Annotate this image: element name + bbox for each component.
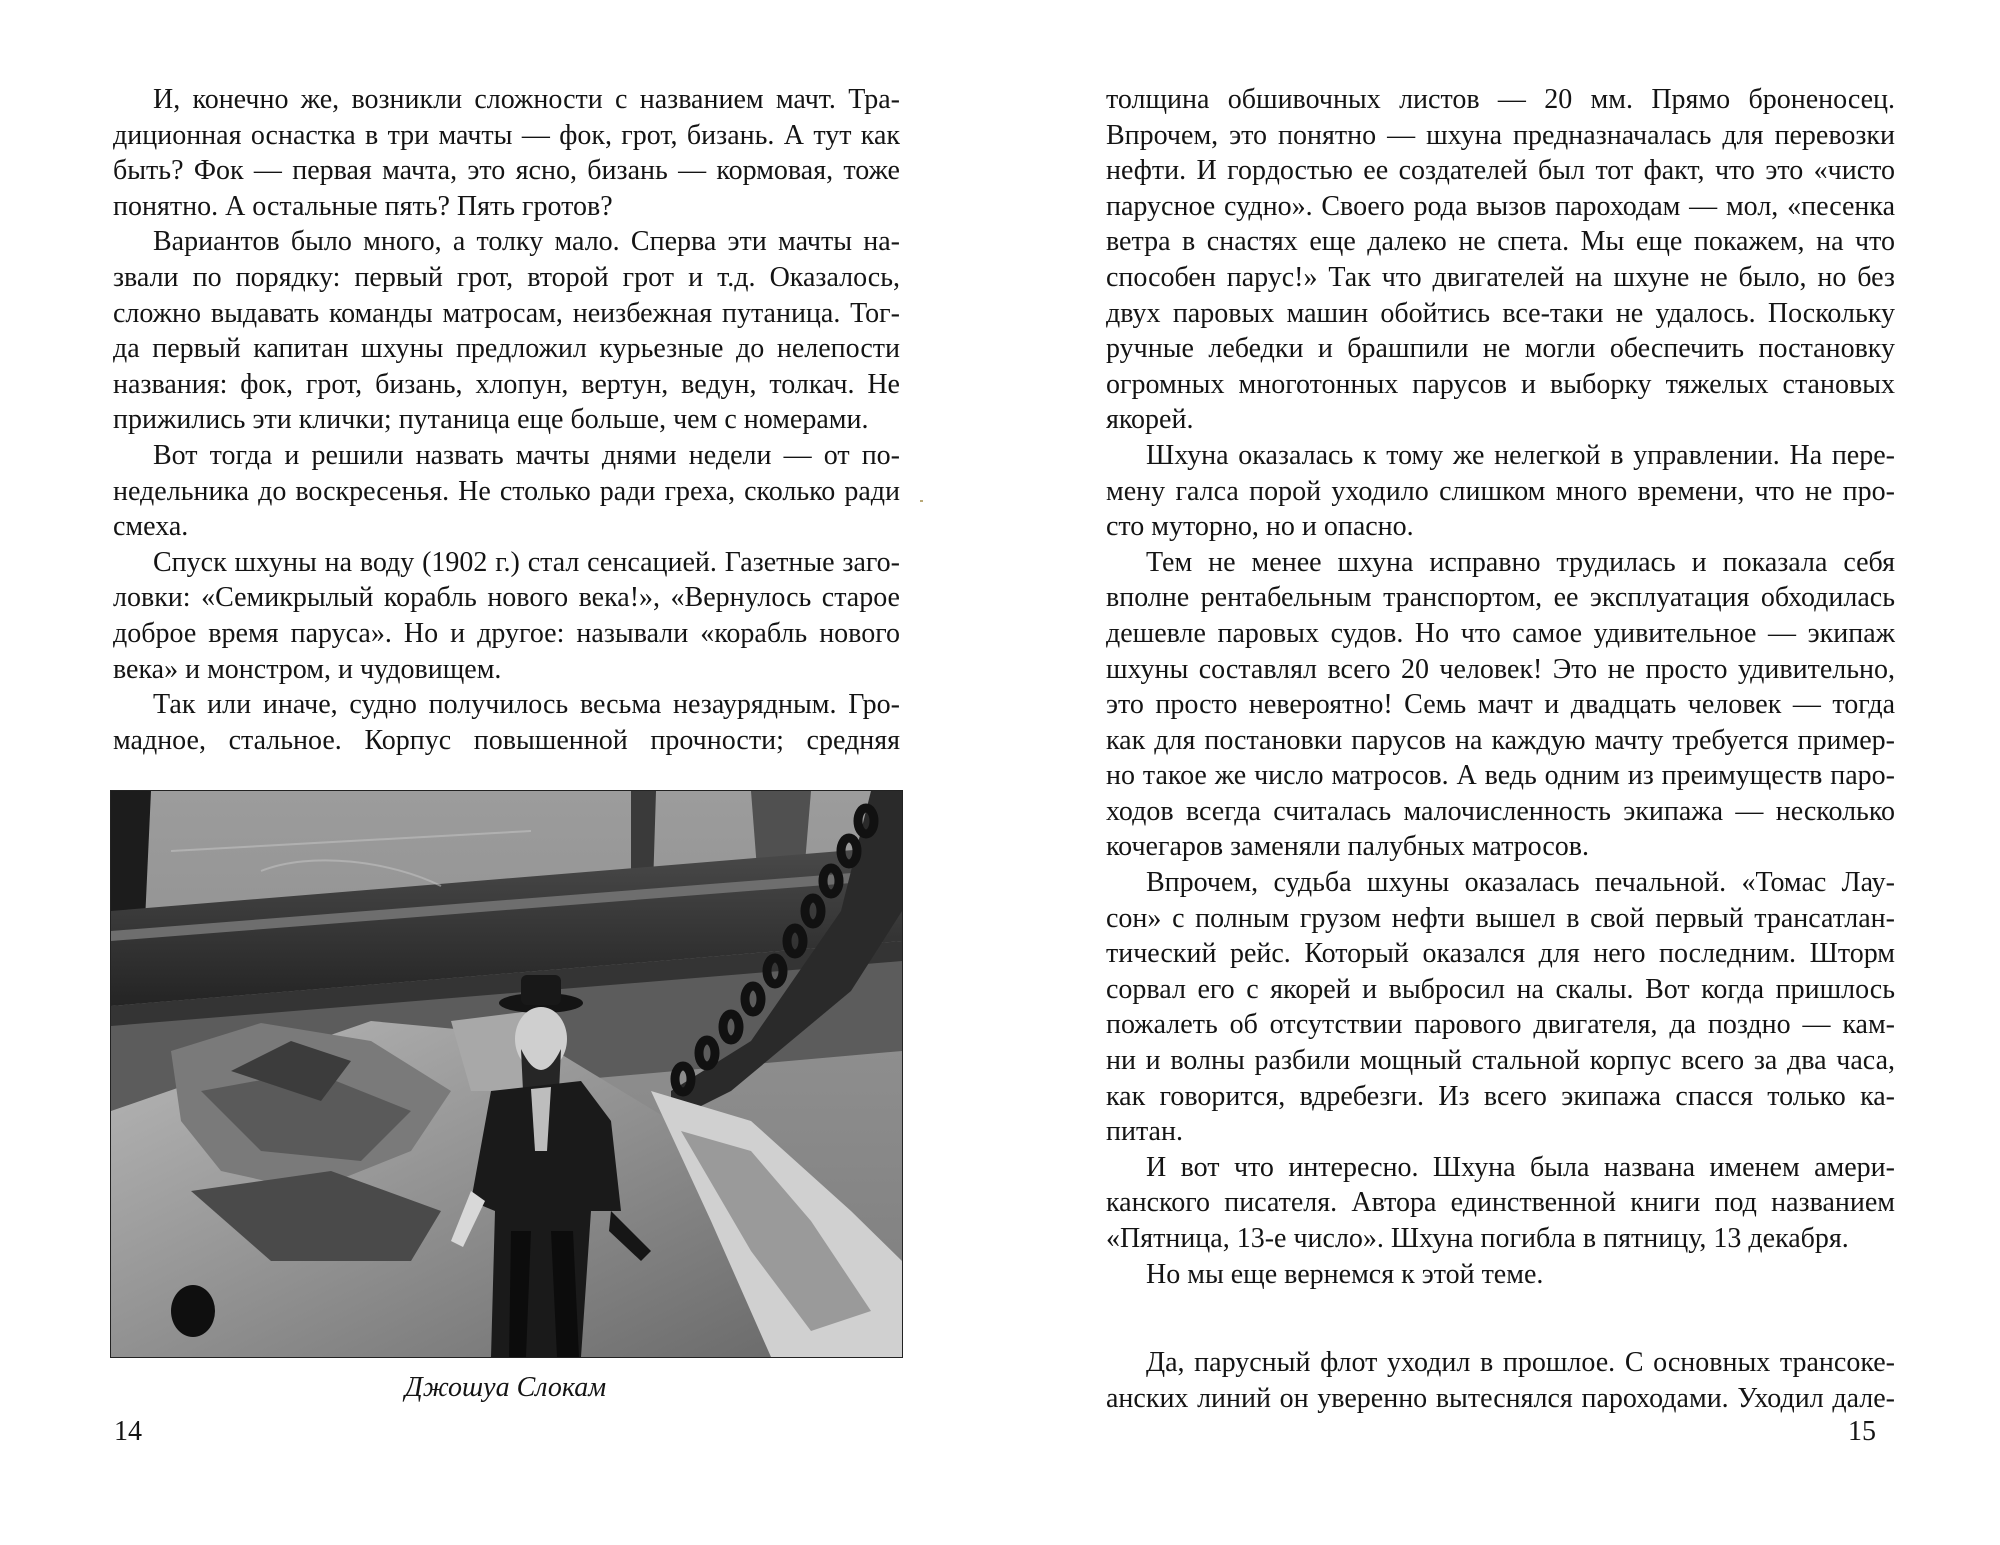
text-line: анских линий он уверенно вытеснялся пароходами. Уходил дале-	[1106, 1382, 1895, 1414]
section-gap	[1106, 1292, 1895, 1345]
page-number-left: 14	[114, 1416, 142, 1447]
text-line: мадное, стальное. Корпус повышенной прочности; средняя	[113, 724, 900, 756]
text-line: звали по порядку: первый грот, второй грот и т.д. Оказалось,	[113, 261, 900, 293]
text-line: прижились эти клички; путаница еще больше, чем с номерами.	[113, 404, 869, 436]
text-line: вполне рентабельным транспортом, ее эксплуатация обходилась	[1106, 582, 1895, 614]
right-page-text	[1106, 82, 1895, 1416]
text-line: Вот тогда и решили назвать мачты днями недели — от по-	[153, 439, 900, 471]
photo-caption: Джошуа Слокам	[404, 1372, 607, 1403]
photo-joshua-slocum	[110, 790, 903, 1358]
text-line: двух паровых машин обойтись все-таки не удалось. Поскольку	[1106, 297, 1895, 329]
text-line: Так или иначе, судно получилось весьма незаурядным. Гро-	[153, 689, 900, 721]
text-line: И, конечно же, возникли сложности с названием мачт. Тра-	[153, 84, 900, 115]
text-line: быть? Фок — первая мачта, это ясно, бизань — кормовая, тоже	[113, 155, 900, 187]
text-line: Вариантов было много, а толку мало. Сперва эти мачты на-	[153, 226, 900, 258]
text-line: сложно выдавать команды матросам, неизбежная путаница. Тог-	[113, 297, 900, 329]
text-line: века» и монстром, и чудовищем.	[113, 653, 502, 685]
text-line: кочегаров заменяли палубных матросов.	[1106, 831, 1590, 863]
text-line: Но мы еще вернемся к этой теме.	[1146, 1258, 1544, 1290]
text-line: Тем не менее шхуна исправно трудилась и показала себя	[1146, 546, 1895, 578]
text-line: диционная оснастка в три мачты — фок, грот, бизань. А тут как	[113, 119, 900, 151]
text-line: Впрочем, судьба шхуны оказалась печальной. «Томас Лау-	[1146, 867, 1895, 899]
text-line: недельника до воскресенья. Не столько ради греха, сколько ради	[113, 475, 900, 507]
text-line: смеха.	[113, 511, 189, 543]
text-line: питан.	[1106, 1116, 1183, 1148]
text-line: Шхуна оказалась к тому же нелегкой в управлении. На пере-	[1146, 439, 1895, 471]
text-line: И вот что интересно. Шхуна была названа именем амери-	[1146, 1151, 1895, 1183]
left-page-text	[113, 82, 900, 758]
text-line: сорвал его с якорей и выбросил на скалы. Вот когда пришлось	[1106, 973, 1895, 1005]
text-line: шхуны составлял всего 20 человек! Это не просто удивительно,	[1106, 653, 1895, 685]
text-line: Спуск шхуны на воду (1902 г.) стал сенсацией. Газетные заго-	[153, 546, 900, 578]
text-line: огромных многотонных парусов и выборку тяжелых становых	[1106, 368, 1895, 400]
text-line: нефти. И гордостью ее создателей был тот факт, что это «чисто	[1106, 155, 1895, 187]
text-line: ветра в снастях еще далеко не спета. Мы еще покажем, на что	[1106, 226, 1895, 258]
text-line: сто муторно, но и опасно.	[1106, 511, 1414, 543]
text-line: ловки: «Семикрылый корабль нового века!», «Вернулось старое	[113, 582, 900, 614]
text-line: Да, парусный флот уходил в прошлое. С основных трансоке-	[1146, 1347, 1895, 1379]
text-line: доброе время паруса». Но и другое: называли «корабль нового	[113, 617, 900, 649]
text-line: «Пятница, 13-е число». Шхуна погибла в пятницу, 13 декабря.	[1106, 1223, 1849, 1254]
text-line: как для постановки парусов на каждую мачту требуется пример-	[1106, 724, 1895, 756]
text-line: названия: фок, грот, бизань, хлопун, вертун, ведун, толкач. Не	[113, 368, 900, 400]
right-page	[1000, 0, 2000, 1545]
text-line: как говорится, вдребезги. Из всего экипажа спасся только ка-	[1106, 1080, 1895, 1112]
text-line: сон» с полным грузом нефти вышел в свой первый трансатлан-	[1106, 902, 1895, 934]
text-line: но такое же число матросов. А ведь одним из преимуществ паро-	[1106, 760, 1895, 792]
text-line: ручные лебедки и брашпили не могли обеспечить постановку	[1106, 333, 1895, 365]
text-line: способен парус!» Так что двигателей на шхуне не было, но без	[1106, 261, 1895, 293]
text-line: якорей.	[1106, 404, 1194, 436]
text-line: это просто невероятно! Семь мачт и двадцать человек — тогда	[1106, 689, 1895, 721]
text-line: толщина обшивочных листов — 20 мм. Прямо броненосец.	[1106, 84, 1895, 115]
text-line: пожалеть об отсутствии парового двигателя, да поздно — кам-	[1106, 1009, 1895, 1041]
page-number-right: 15	[1848, 1416, 1876, 1447]
photo-illustration	[111, 791, 902, 1357]
text-line: да первый капитан шхуны предложил курьезные до нелепости	[113, 333, 900, 365]
text-line: канского писателя. Автора единственной книги под названием	[1106, 1187, 1895, 1219]
text-line: дешевле паровых судов. Но что самое удивительное — экипаж	[1106, 617, 1895, 649]
text-line: мену галса порой уходило слишком много времени, что не про-	[1106, 475, 1895, 507]
text-line: ни и волны разбили мощный стальной корпус всего за два часа,	[1106, 1045, 1895, 1077]
text-line: понятно. А остальные пять? Пять гротов?	[113, 190, 613, 222]
text-line: ходов всегда считалась малочисленность экипажа — несколько	[1106, 795, 1895, 827]
text-line: Впрочем, это понятно — шхуна предназначалась для перевозки	[1106, 119, 1895, 151]
text-line: парусное судно». Своего рода вызов пароходам — мол, «песенка	[1106, 190, 1895, 222]
paper-speck	[920, 500, 923, 502]
text-line: тический рейс. Который оказался для него последним. Шторм	[1106, 938, 1895, 970]
